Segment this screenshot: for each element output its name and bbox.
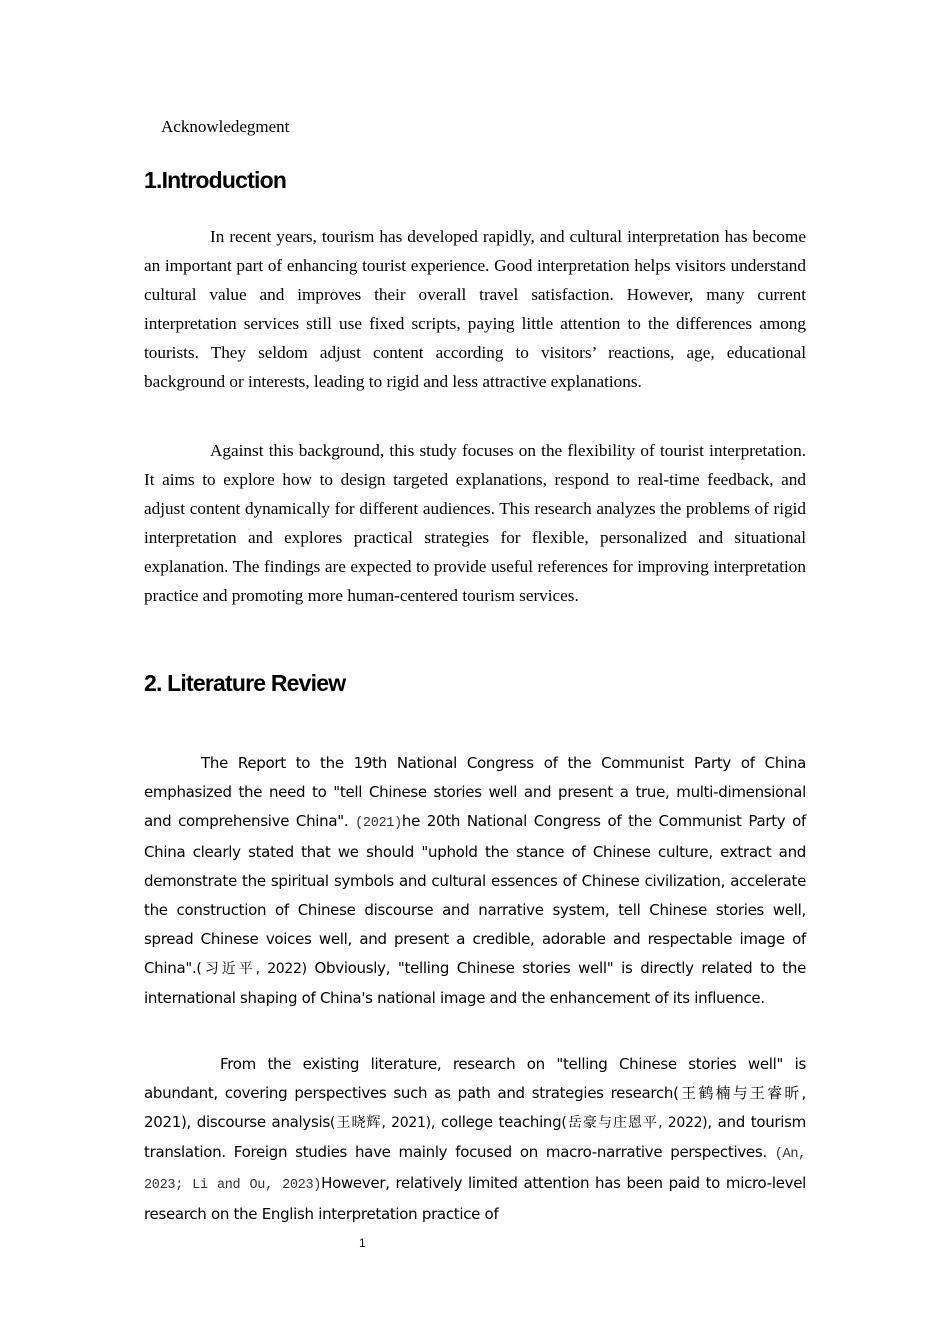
literature-paragraph-2: [144, 1050, 806, 1229]
citation: (王晓辉, 2021): [329, 1115, 431, 1131]
citation: (岳豪与庄恩平, 2022): [561, 1115, 708, 1131]
section-heading-introduction: 1.Introduction: [144, 167, 287, 193]
literature-paragraph-1: [144, 749, 806, 1013]
acknowledgement-heading: Acknowledegment: [161, 117, 290, 136]
paragraph-text: The Report to the 19th National Congress of the Communist Party of China emphasized the need to "tell Chinese stories well and present a true, multi-dimensional and comprehensive China".: [144, 754, 806, 830]
paragraph-text: , college teaching: [430, 1113, 562, 1131]
paragraph-text: he 20th National Congress of the Communist Party of China clearly stated that we should "uphold the stance of Chinese culture, extract and demonstrate the spiritual symbols and cultural essences of Chinese civilization, accelerate the construction of Chinese discourse and narrative system, tell Chinese stories well, spread Chinese voices well, and present a credible, adorable and respectable image of China".: [144, 812, 806, 977]
paragraph-text: From the existing literature, research on "telling Chinese stories well" is abundant, covering perspectives such as path and strategies research(王鹤楠与王睿昕, 2021), discourse analysis: [144, 1055, 806, 1131]
page-number: 1: [359, 1236, 366, 1250]
paragraph-text: However, relatively limited attention has been paid to micro-level research on the English interpretation practice of: [144, 1174, 806, 1223]
citation: (2021): [355, 816, 402, 831]
section-heading-literature-review: 2. Literature Review: [144, 670, 346, 696]
intro-paragraph-2: Against this background, this study focuses on the flexibility of tourist interpretation. It aims to explore how to design targeted explanations, respond to real-time feedback, and adjust content dynamically for different audiences. This research analyzes the problems of rigid interpretation and explores practical strategies for flexible, personalized and situational explanation. The findings are expected to provide useful references for improving interpretation practice and promoting more human-centered tourism services.: [144, 441, 806, 605]
citation: (An, 2023; Li and Ou, 2023): [144, 1147, 806, 1193]
citation: (习近平, 2022): [196, 961, 307, 977]
intro-paragraph-1: In recent years, tourism has developed rapidly, and cultural interpretation has become an important part of enhancing tourist experience. Good interpretation helps visitors understand cultural value and improves their overall travel satisfaction. However, many current interpretation services still use fixed scripts, paying little attention to the differences among tourists. They seldom adjust content according to visitors’ reactions, age, educational background or interests, leading to rigid and less attractive explanations.: [144, 227, 806, 391]
paragraph-text: , and tourism translation. Foreign studies have mainly focused on macro-narrative perspectives.: [144, 1113, 806, 1161]
paragraph-text: Obviously, "telling Chinese stories well" is directly related to the international shaping of China's national image and the enhancement of its influence.: [144, 959, 806, 1007]
